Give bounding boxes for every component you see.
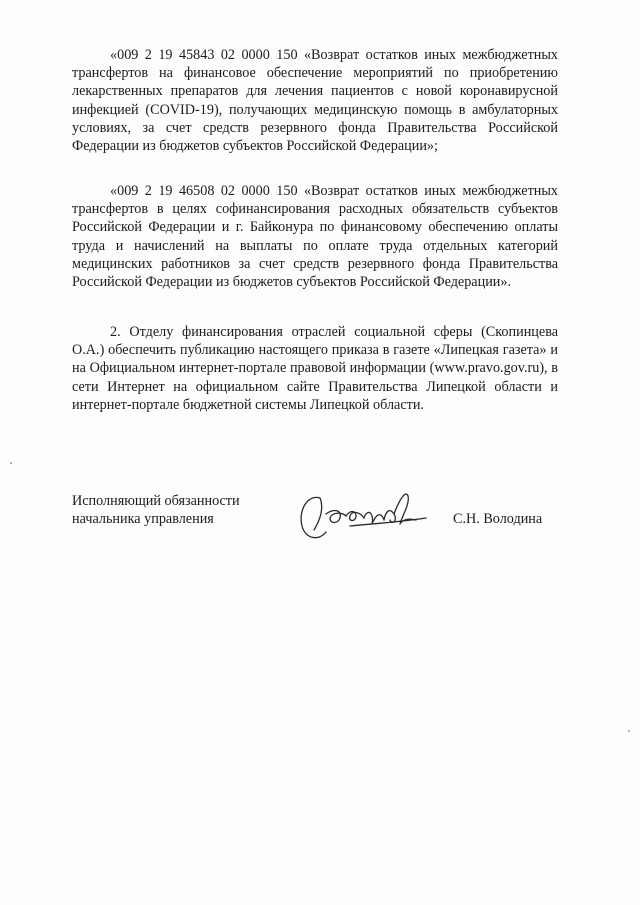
handwritten-signature xyxy=(290,480,440,550)
scan-speck xyxy=(628,730,630,732)
scan-speck xyxy=(10,462,12,464)
paragraph-budget-code-46508: «009 2 19 46508 02 0000 150 «Возврат остатков иных межбюджетных трансфертов в целях софинансирования расходных обязательств субъектов Российской Федерации и г. Байконура по финансовому обеспечению оплаты труда и начислений на выплаты по оплате труда отдельных категорий медицинских работников за счет средств резервного фонда Правительства Российской Федерации из бюджетов субъектов Российской Федерации». xyxy=(72,183,558,291)
signer-position-line1: Исполняющий обязанности xyxy=(72,493,240,509)
paragraph-budget-code-45843: «009 2 19 45843 02 0000 150 «Возврат остатков иных межбюджетных трансфертов на финансовое обеспечение мероприятий по приобретению лекарственных препаратов для лечения пациентов с новой коронавирусной инфекцией (COVID-19), получающих медицинскую помощь в амбулаторных условиях, за счет средств резервного фонда Правительства Российской Федерации из бюджетов субъектов Российской Федерации»; xyxy=(72,47,558,155)
paragraph-publication-order: 2. Отделу финансирования отраслей социальной сферы (Скопинцева О.А.) обеспечить публикацию настоящего приказа в газете «Липецкая газета» и на Официальном интернет-портале правовой информации (www.pravo.gov.ru), в сети Интернет на официальном сайте Правительства Липецкой области и интернет-портале бюджетной системы Липецкой области. xyxy=(72,324,558,413)
signer-position xyxy=(72,492,240,528)
signer-name: С.Н. Володина xyxy=(453,511,543,527)
signer-position-line2: начальника управления xyxy=(72,511,214,528)
